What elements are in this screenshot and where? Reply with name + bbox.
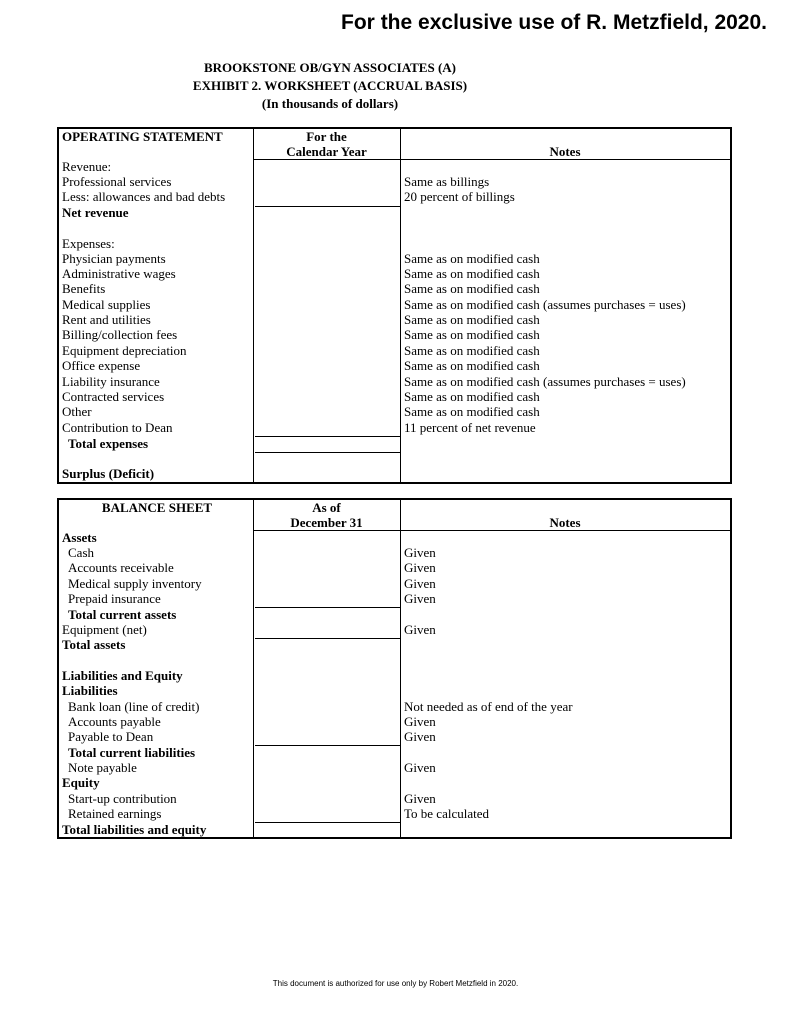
row-note: Given [404,760,436,775]
row-label: Payable to Dean [68,729,154,744]
row-label: Total liabilities and equity [62,822,207,837]
row-note: Not needed as of end of the year [404,699,573,714]
row-label: Accounts payable [68,714,161,729]
row-note: 20 percent of billings [404,189,515,204]
row-label: Office expense [62,358,141,373]
row-label: Equity [62,775,100,790]
row-label: Accounts receivable [68,560,174,575]
row-note: Same as on modified cash [404,358,540,373]
row-label: Physician payments [62,251,166,266]
row-note: Given [404,622,436,637]
row-note: 11 percent of net revenue [404,420,536,435]
row-label: Other [62,404,92,419]
row-label: Total expenses [68,436,149,451]
row-label: Equipment depreciation [62,343,187,358]
row-label: Note payable [68,760,137,775]
row-label: Professional services [62,174,172,189]
row-label: Net revenue [62,205,129,220]
row-note: Same as on modified cash (assumes purchases = uses) [404,297,686,312]
row-note: Same as on modified cash [404,281,540,296]
authorization-footer: This document is authorized for use only by Robert Metzfield in 2020. [272,979,519,988]
row-label: Liability insurance [62,374,160,389]
row-label: Administrative wages [62,266,176,281]
operating-notes-header: Notes [549,144,581,159]
row-note: To be calculated [404,806,489,821]
row-note: Same as on modified cash (assumes purchases = uses) [404,374,686,389]
exclusive-use-banner: For the exclusive use of R. Metzfield, 2020. [341,11,767,34]
operating-statement-title: OPERATING STATEMENT [62,129,223,144]
balance-notes-header: Notes [549,515,581,530]
row-note: Same as on modified cash [404,312,540,327]
row-note: Given [404,560,436,575]
row-label: Surplus (Deficit) [62,466,155,481]
row-note: Same as on modified cash [404,251,540,266]
operating-statement-table [57,127,732,484]
row-note: Same as on modified cash [404,266,540,281]
company-title: BROOKSTONE OB/GYN ASSOCIATES (A) [204,60,456,75]
row-note: Given [404,576,436,591]
row-label: Assets [62,530,97,545]
operating-column-header-line2: Calendar Year [286,144,367,159]
row-note: Same as on modified cash [404,389,540,404]
row-note: Given [404,729,436,744]
row-label: Cash [68,545,94,560]
row-note: Given [404,791,436,806]
row-note: Given [404,545,436,560]
row-label: Retained earnings [68,806,162,821]
units-subtitle: (In thousands of dollars) [261,96,399,111]
row-label: Benefits [62,281,106,296]
row-label: Contracted services [62,389,165,404]
row-note: Same as on modified cash [404,343,540,358]
row-label: Liabilities [62,683,118,698]
row-label: Less: allowances and bad debts [62,189,226,204]
balance-column-header-line1: As of [312,500,341,515]
row-label: Contribution to Dean [62,420,173,435]
balance-column-header-line2: December 31 [290,515,363,530]
row-note: Given [404,714,436,729]
balance-sheet-table [57,498,732,839]
row-label: Total current assets [68,607,177,622]
balance-sheet-title: BALANCE SHEET [101,500,213,515]
row-note: Given [404,591,436,606]
row-note: Same as on modified cash [404,404,540,419]
row-label: Liabilities and Equity [62,668,183,683]
row-label: Medical supply inventory [68,576,202,591]
row-label: Start-up contribution [68,791,177,806]
row-label: Medical supplies [62,297,151,312]
row-note: Same as billings [404,174,490,189]
row-label: Total current liabilities [68,745,196,760]
row-label: Rent and utilities [62,312,151,327]
operating-column-header-line1: For the [306,129,347,144]
row-note: Same as on modified cash [404,327,540,342]
row-label: Prepaid insurance [68,591,161,606]
row-label: Equipment (net) [62,622,147,637]
exhibit-title: EXHIBIT 2. WORKSHEET (ACCRUAL BASIS) [192,78,468,93]
row-label: Bank loan (line of credit) [68,699,200,714]
row-label: Revenue: [62,159,112,174]
row-label: Expenses: [62,236,115,251]
row-label: Total assets [62,637,126,652]
row-label: Billing/collection fees [62,327,178,342]
